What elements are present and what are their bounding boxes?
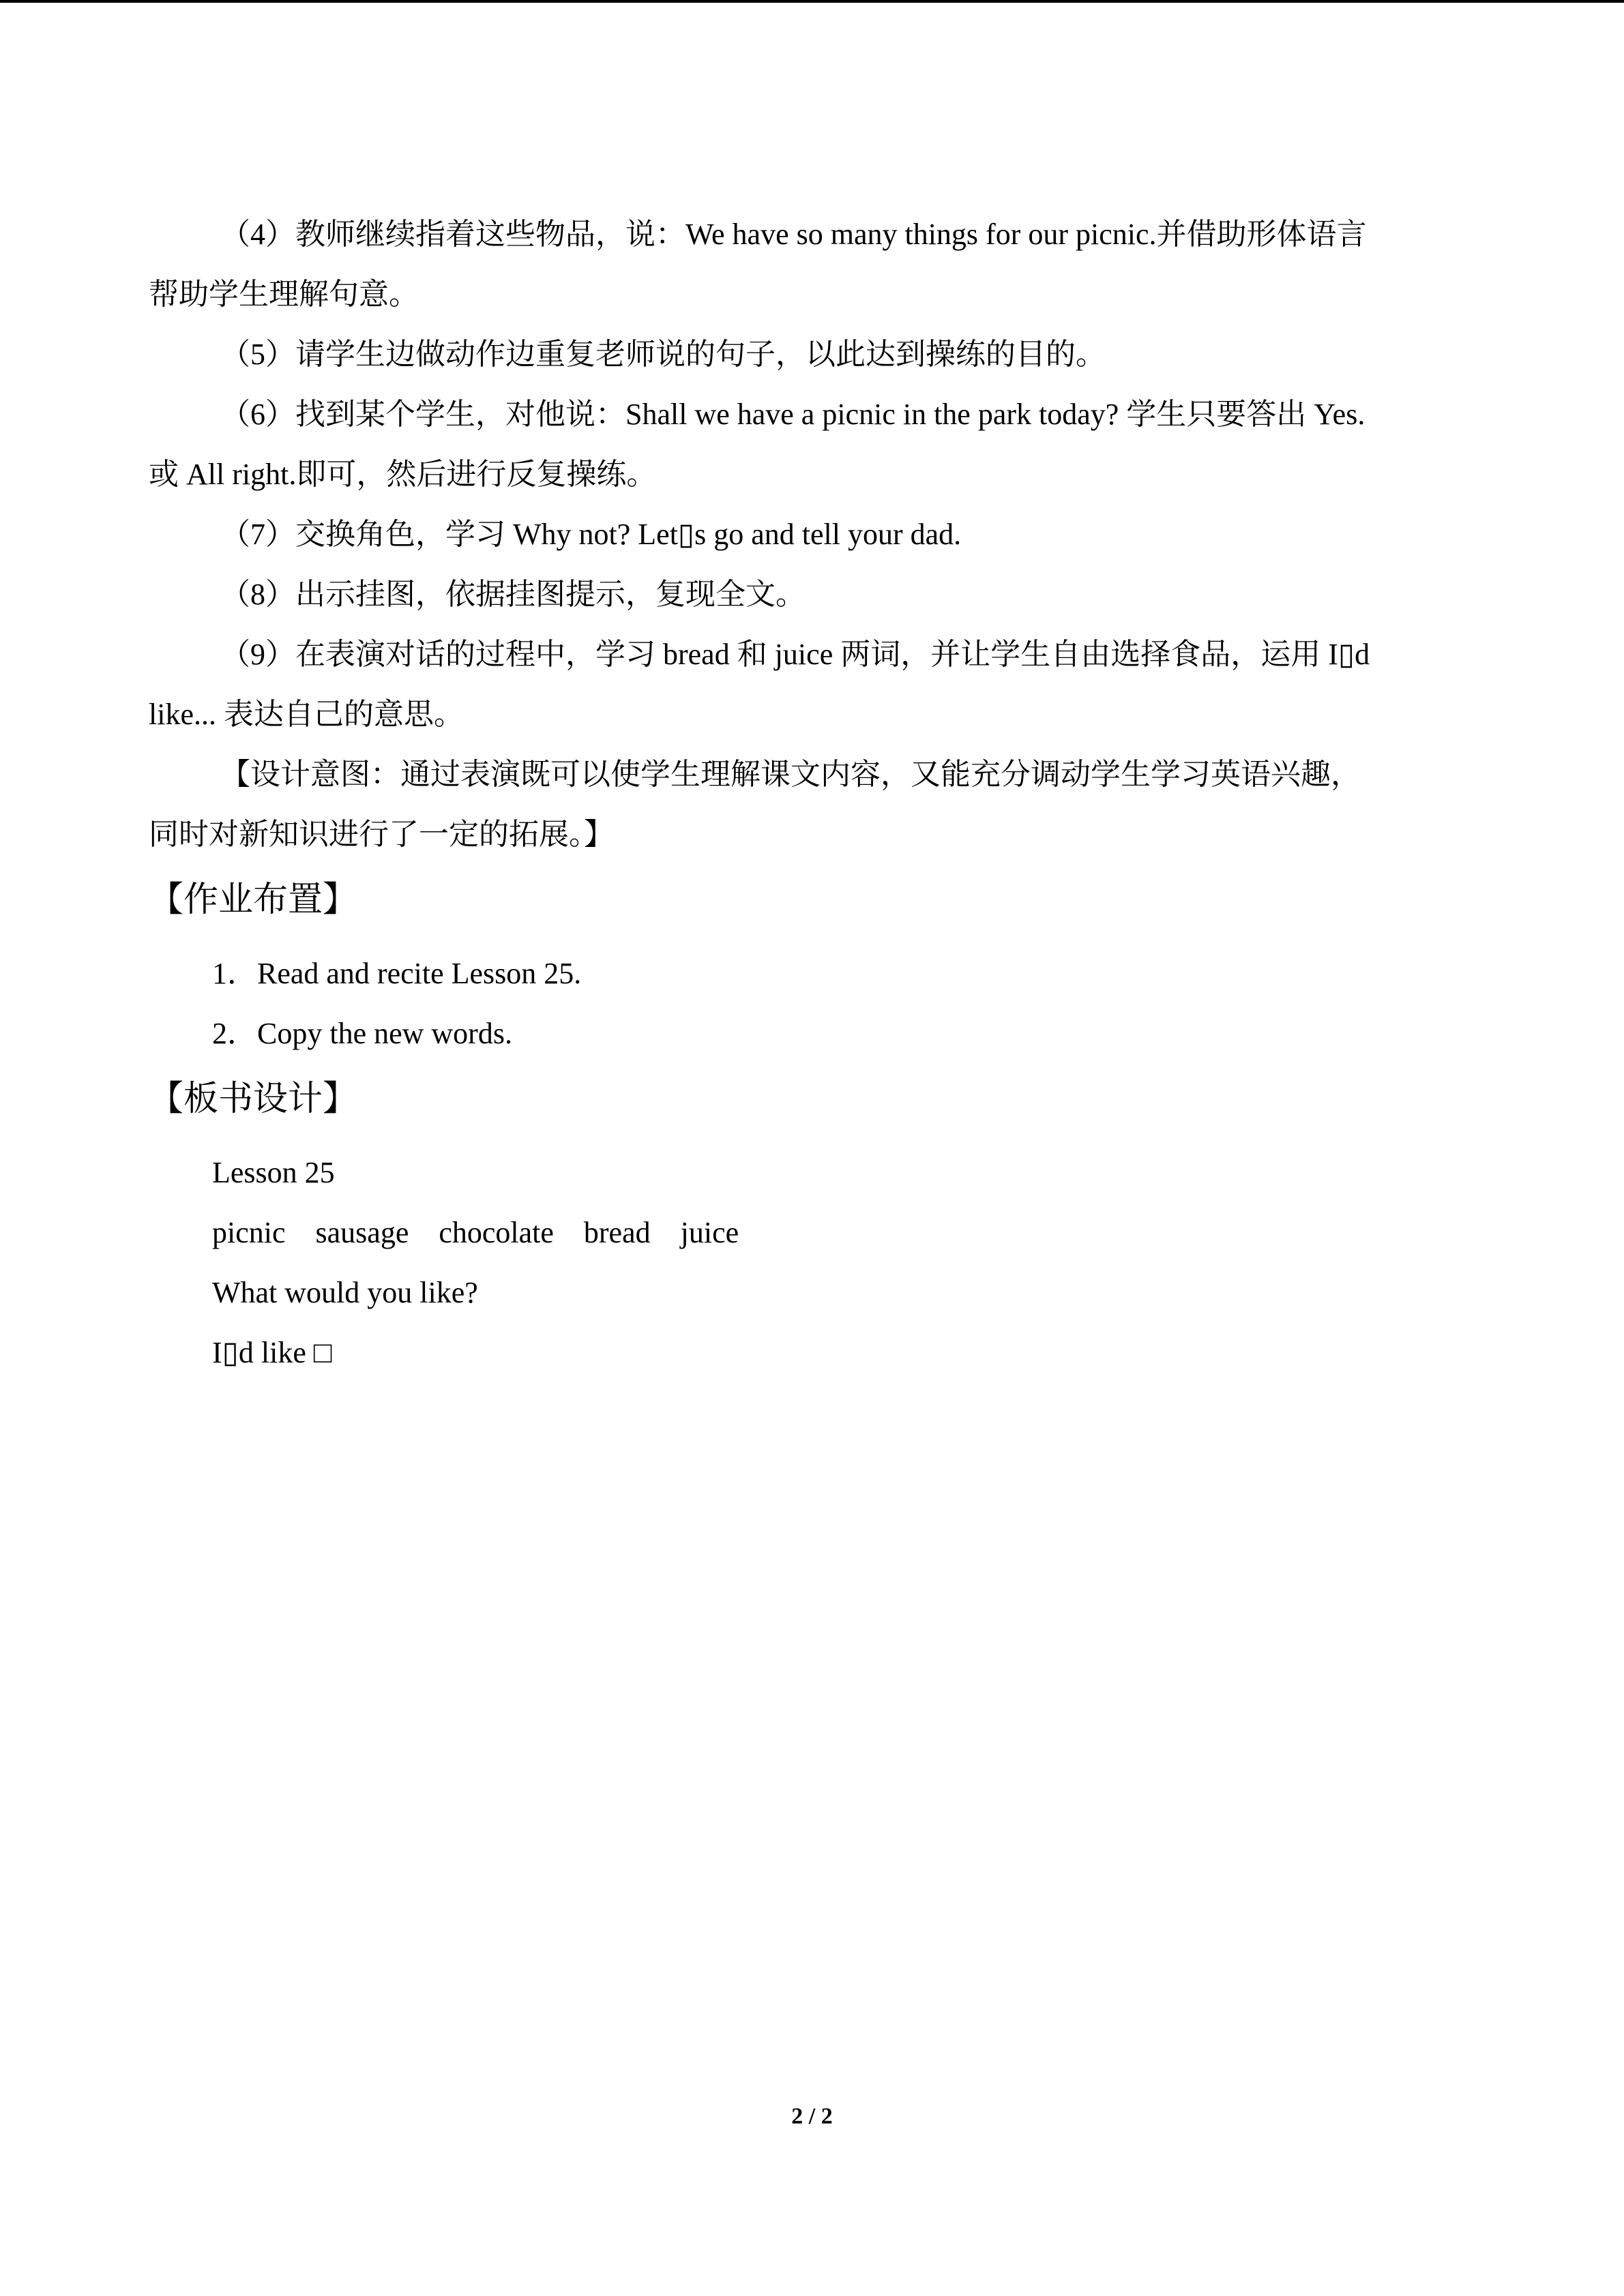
paragraph-step-6: （6）找到某个学生，对他说：Shall we have a picnic in the park today? 学生只要答出 Yes.: [220, 398, 1365, 431]
homework-item: 1．Read and recite Lesson 25.: [212, 957, 582, 990]
board-design-heading: 【板书设计】: [149, 1079, 358, 1119]
page-number: 2 / 2: [791, 2104, 833, 2129]
paragraph-step-5: （5）请学生边做动作边重复老师说的句子，以此达到操练的目的。: [220, 338, 1106, 371]
board-line-question: What would you like?: [212, 1276, 478, 1309]
design-intent-note-continued: 同时对新知识进行了一定的拓展。】: [149, 818, 614, 851]
paragraph-step-6-continued: 或 All right.即可，然后进行反复操练。: [149, 458, 657, 491]
homework-heading: 【作业布置】: [149, 880, 358, 920]
homework-item: 2．Copy the new words.: [212, 1017, 512, 1050]
paragraph-step-9-continued: like... 表达自己的意思。: [149, 698, 464, 731]
paragraph-step-7: （7）交换角色，学习 Why not? Let▯s go and tell your dad.: [220, 518, 962, 551]
paragraph-step-4: （4）教师继续指着这些物品，说：We have so many things for our picnic.并借助形体语言: [220, 218, 1367, 251]
paragraph-step-9: （9）在表演对话的过程中，学习 bread 和 juice 两词，并让学生自由选择食品，运用 I▯d: [220, 638, 1370, 671]
board-line-vocabulary: picnic sausage chocolate bread juice: [212, 1216, 739, 1249]
paragraph-step-4-continued: 帮助学生理解句意。: [149, 278, 419, 311]
top-border-line: [0, 0, 1624, 3]
board-line-answer: I▯d like □: [212, 1336, 332, 1369]
document-body: [149, 205, 1486, 1383]
paragraph-step-8: （8）出示挂图，依据挂图提示，复现全文。: [220, 578, 806, 611]
board-line-lesson: Lesson 25: [212, 1156, 335, 1189]
design-intent-note: 【设计意图：通过表演既可以使学生理解课文内容，又能充分调动学生学习英语兴趣，: [220, 758, 1361, 791]
